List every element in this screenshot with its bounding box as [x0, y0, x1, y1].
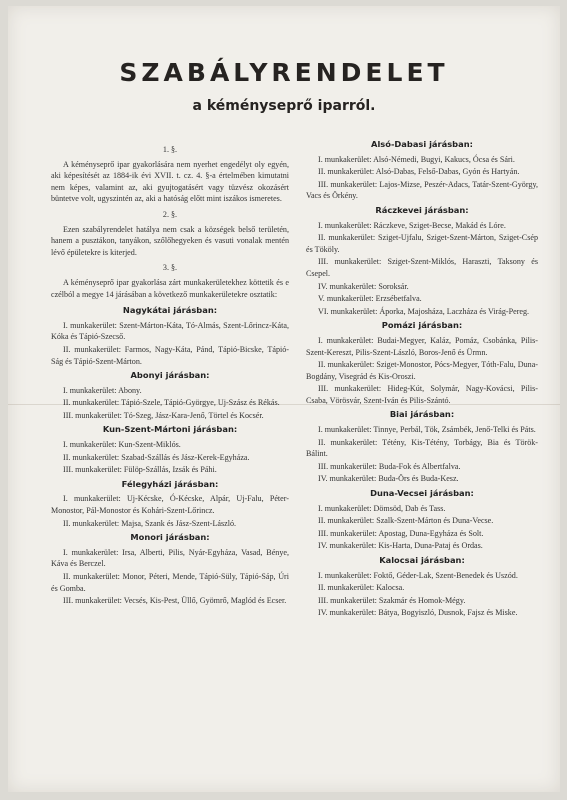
district-item: IV. munkakerület: Kis-Harta, Duna-Pataj és Ordas.	[318, 541, 483, 551]
district-item: II. munkakerület: Kalocsa.	[318, 583, 405, 593]
district-item: III. munkakerület: Buda-Fok és Albertfalva.	[318, 461, 461, 471]
district-item: I. munkakerület: Tinnye, Perbál, Tök, Zsámbék, Jenő-Telki és Páts.	[318, 425, 536, 435]
district-item: I. munkakerület: Foktő, Géder-Lak, Szent-Benedek és Uszód.	[318, 570, 518, 580]
district-item: III. munkakerület: Lajos-Mizse, Peszér-Adacs, Tatár-Szent-György, Vacs és Örkény.	[306, 179, 538, 201]
district-item: II. munkakerület: Sziget-Ujfalu, Sziget-Szent-Márton, Sziget-Csép és Tököly.	[306, 233, 538, 254]
section-text: A kéményseprő ipar gyakorlása zárt munkakerületekhez köttetik és e czélból a megye 14 járásában a következő munkakerületekre osztatik:	[51, 277, 289, 299]
district-item: I. munkakerület: Ráczkeve, Sziget-Becse, Makád és Lóre.	[318, 220, 506, 230]
district-item: III. munkakerület: Apostag, Duna-Egyháza és Solt.	[318, 528, 484, 538]
district-item: III. munkakerület: Fülöp-Szállás, Izsák és Páhi.	[63, 465, 217, 475]
section-number: 2. §.	[162, 209, 178, 219]
district-block	[306, 488, 538, 552]
district-block	[306, 320, 538, 406]
document-subtitle: a kéményseprő iparról.	[192, 98, 376, 114]
district-block	[51, 532, 289, 607]
district-item: IV. munkakerület: Soroksár.	[318, 281, 409, 291]
district-heading: Kalocsai járásban:	[379, 555, 465, 565]
district-block	[306, 205, 538, 317]
district-item: III. munkakerület: Hideg-Kút, Solymár, Nagy-Kovácsi, Pilis-Csaba, Vörösvár, Szent-Iván és Pilis-Szántó.	[306, 384, 538, 405]
document-title: SZABÁLYRENDELET	[119, 58, 449, 87]
district-item: III. munkakerület: Vecsés, Kis-Pest, Üllő, Gyömrő, Maglód és Ecser.	[63, 596, 287, 606]
district-heading: Biai járásban:	[389, 409, 455, 420]
section-text: Ezen szabályrendelet hatálya nem csak a községek belső területén, hanem a pusztákon, tanyákon, szőlőhegyeken és vasuti vonalak mentén lévő épületekre is kiterjed.	[51, 224, 289, 257]
district-item: I. munkakerület: Alsó-Némedi, Bugyi, Kakucs, Ócsa és Sári.	[318, 154, 515, 164]
district-block	[51, 305, 289, 367]
district-block	[306, 139, 538, 202]
district-item: I. munkakerület: Irsa, Alberti, Pilis, Nyár-Egyháza, Vasad, Bénye, Káva és Berczel.	[51, 547, 289, 569]
district-item: I. munkakerület: Abony.	[63, 385, 142, 395]
district-item: II. munkakerület: Monor, Péteri, Mende, Tápió-Süly, Tápió-Sáp, Úri és Gomba.	[51, 572, 289, 593]
district-item: I. munkakerület: Uj-Kécske, Ó-Kécske, Alpár, Uj-Falu, Péter-Monostor, Pál-Monostor és Kohári-Szent-Lőrincz.	[51, 494, 289, 516]
section-number: 3. §.	[162, 263, 178, 273]
district-item: II. munkakerület: Szalk-Szent-Márton és Duna-Vecse.	[318, 516, 494, 526]
district-heading: Alsó-Dabasi járásban:	[371, 139, 473, 149]
district-heading: Kun-Szent-Mártoni járásban:	[102, 424, 238, 435]
district-item: I. munkakerület: Budai-Megyer, Kaláz, Pomáz, Csobánka, Pilis-Szent-Kereszt, Pilis-Szent-László, Boros-Jenő és Ürmn.	[306, 335, 538, 357]
district-item: II. munkakerület: Farmos, Nagy-Káta, Pánd, Tápió-Bicske, Tápió-Ság és Tápió-Szent-Márton.	[51, 344, 289, 366]
section-number: 1. §.	[162, 145, 178, 154]
district-block	[306, 555, 538, 619]
left-column	[51, 142, 289, 609]
district-heading: Félegyházi járásban:	[121, 478, 219, 489]
district-block	[306, 409, 538, 485]
document-page	[8, 6, 560, 792]
right-column	[306, 136, 538, 621]
district-heading: Abonyi járásban:	[130, 370, 210, 381]
district-item: V. munkakerület: Erzsébetfalva.	[318, 294, 422, 304]
district-item: I. munkakerület: Kun-Szent-Miklós.	[63, 440, 181, 450]
section-text: A kéményseprő ipar gyakorlására nem nyerhet engedélyt oly egyén, aki képesítését az 1884-ik évi XVII. t. cz. 4. §-a értelmében kimutatni nem képes, valamint az, aki gyujtogatásért vagy tüzvész okozásért büntetve volt, ugyszintén az, aki a hatóság előtt mint iszákos ismeretes.	[51, 159, 289, 204]
district-item: II. munkakerület: Alsó-Dabas, Felső-Dabas, Gyón és Hartyán.	[318, 167, 520, 177]
district-item: I. munkakerület: Dömsöd, Dab és Tass.	[318, 503, 446, 513]
district-item: III. munkakerület: Sziget-Szent-Miklós, Haraszti, Taksony és Csepel.	[306, 257, 538, 278]
district-item: II. munkakerület: Tápió-Szele, Tápió-Györgye, Uj-Szász és Rékás.	[63, 398, 280, 408]
district-block	[51, 424, 289, 475]
district-heading: Nagykátai járásban:	[122, 305, 218, 316]
district-heading: Duna-Vecsei járásban:	[370, 488, 474, 499]
district-heading: Pomázi járásban:	[381, 320, 463, 331]
district-item: II. munkakerület: Majsa, Szank és Jász-Szent-László.	[63, 518, 237, 528]
district-item: II. munkakerület: Tétény, Kis-Tétény, Torbágy, Bia és Török-Bálint.	[306, 437, 538, 459]
district-heading: Monori járásban:	[130, 532, 210, 543]
district-item: VI. munkakerület: Áporka, Majosháza, Laczháza és Virág-Pereg.	[318, 306, 530, 316]
district-item: III. munkakerület: Tó-Szeg, Jász-Kara-Jenő, Törtel és Kocsér.	[63, 410, 264, 420]
district-item: III. munkakerület: Szakmár és Homok-Mégy.	[318, 595, 466, 605]
district-item: IV. munkakerület: Bátya, Bogyiszló, Dusnok, Fajsz és Miske.	[318, 608, 518, 618]
district-item: IV. munkakerület: Buda-Örs és Buda-Kesz.	[318, 474, 459, 484]
district-item: II. munkakerület: Sziget-Monostor, Pócs-Megyer, Tóth-Falu, Duna-Bogdány, Visegrád és Kis-Oroszi.	[306, 360, 538, 381]
district-block	[51, 370, 289, 421]
district-item: I. munkakerület: Szent-Márton-Káta, Tó-Almás, Szent-Lőrincz-Káta, Kóka és Tápió-Szecső.	[51, 320, 289, 342]
district-heading: Ráczkevei járásban:	[375, 204, 469, 215]
district-block	[51, 479, 289, 529]
district-item: II. munkakerület: Szabad-Szállás és Jász-Kerek-Egyháza.	[63, 452, 250, 462]
